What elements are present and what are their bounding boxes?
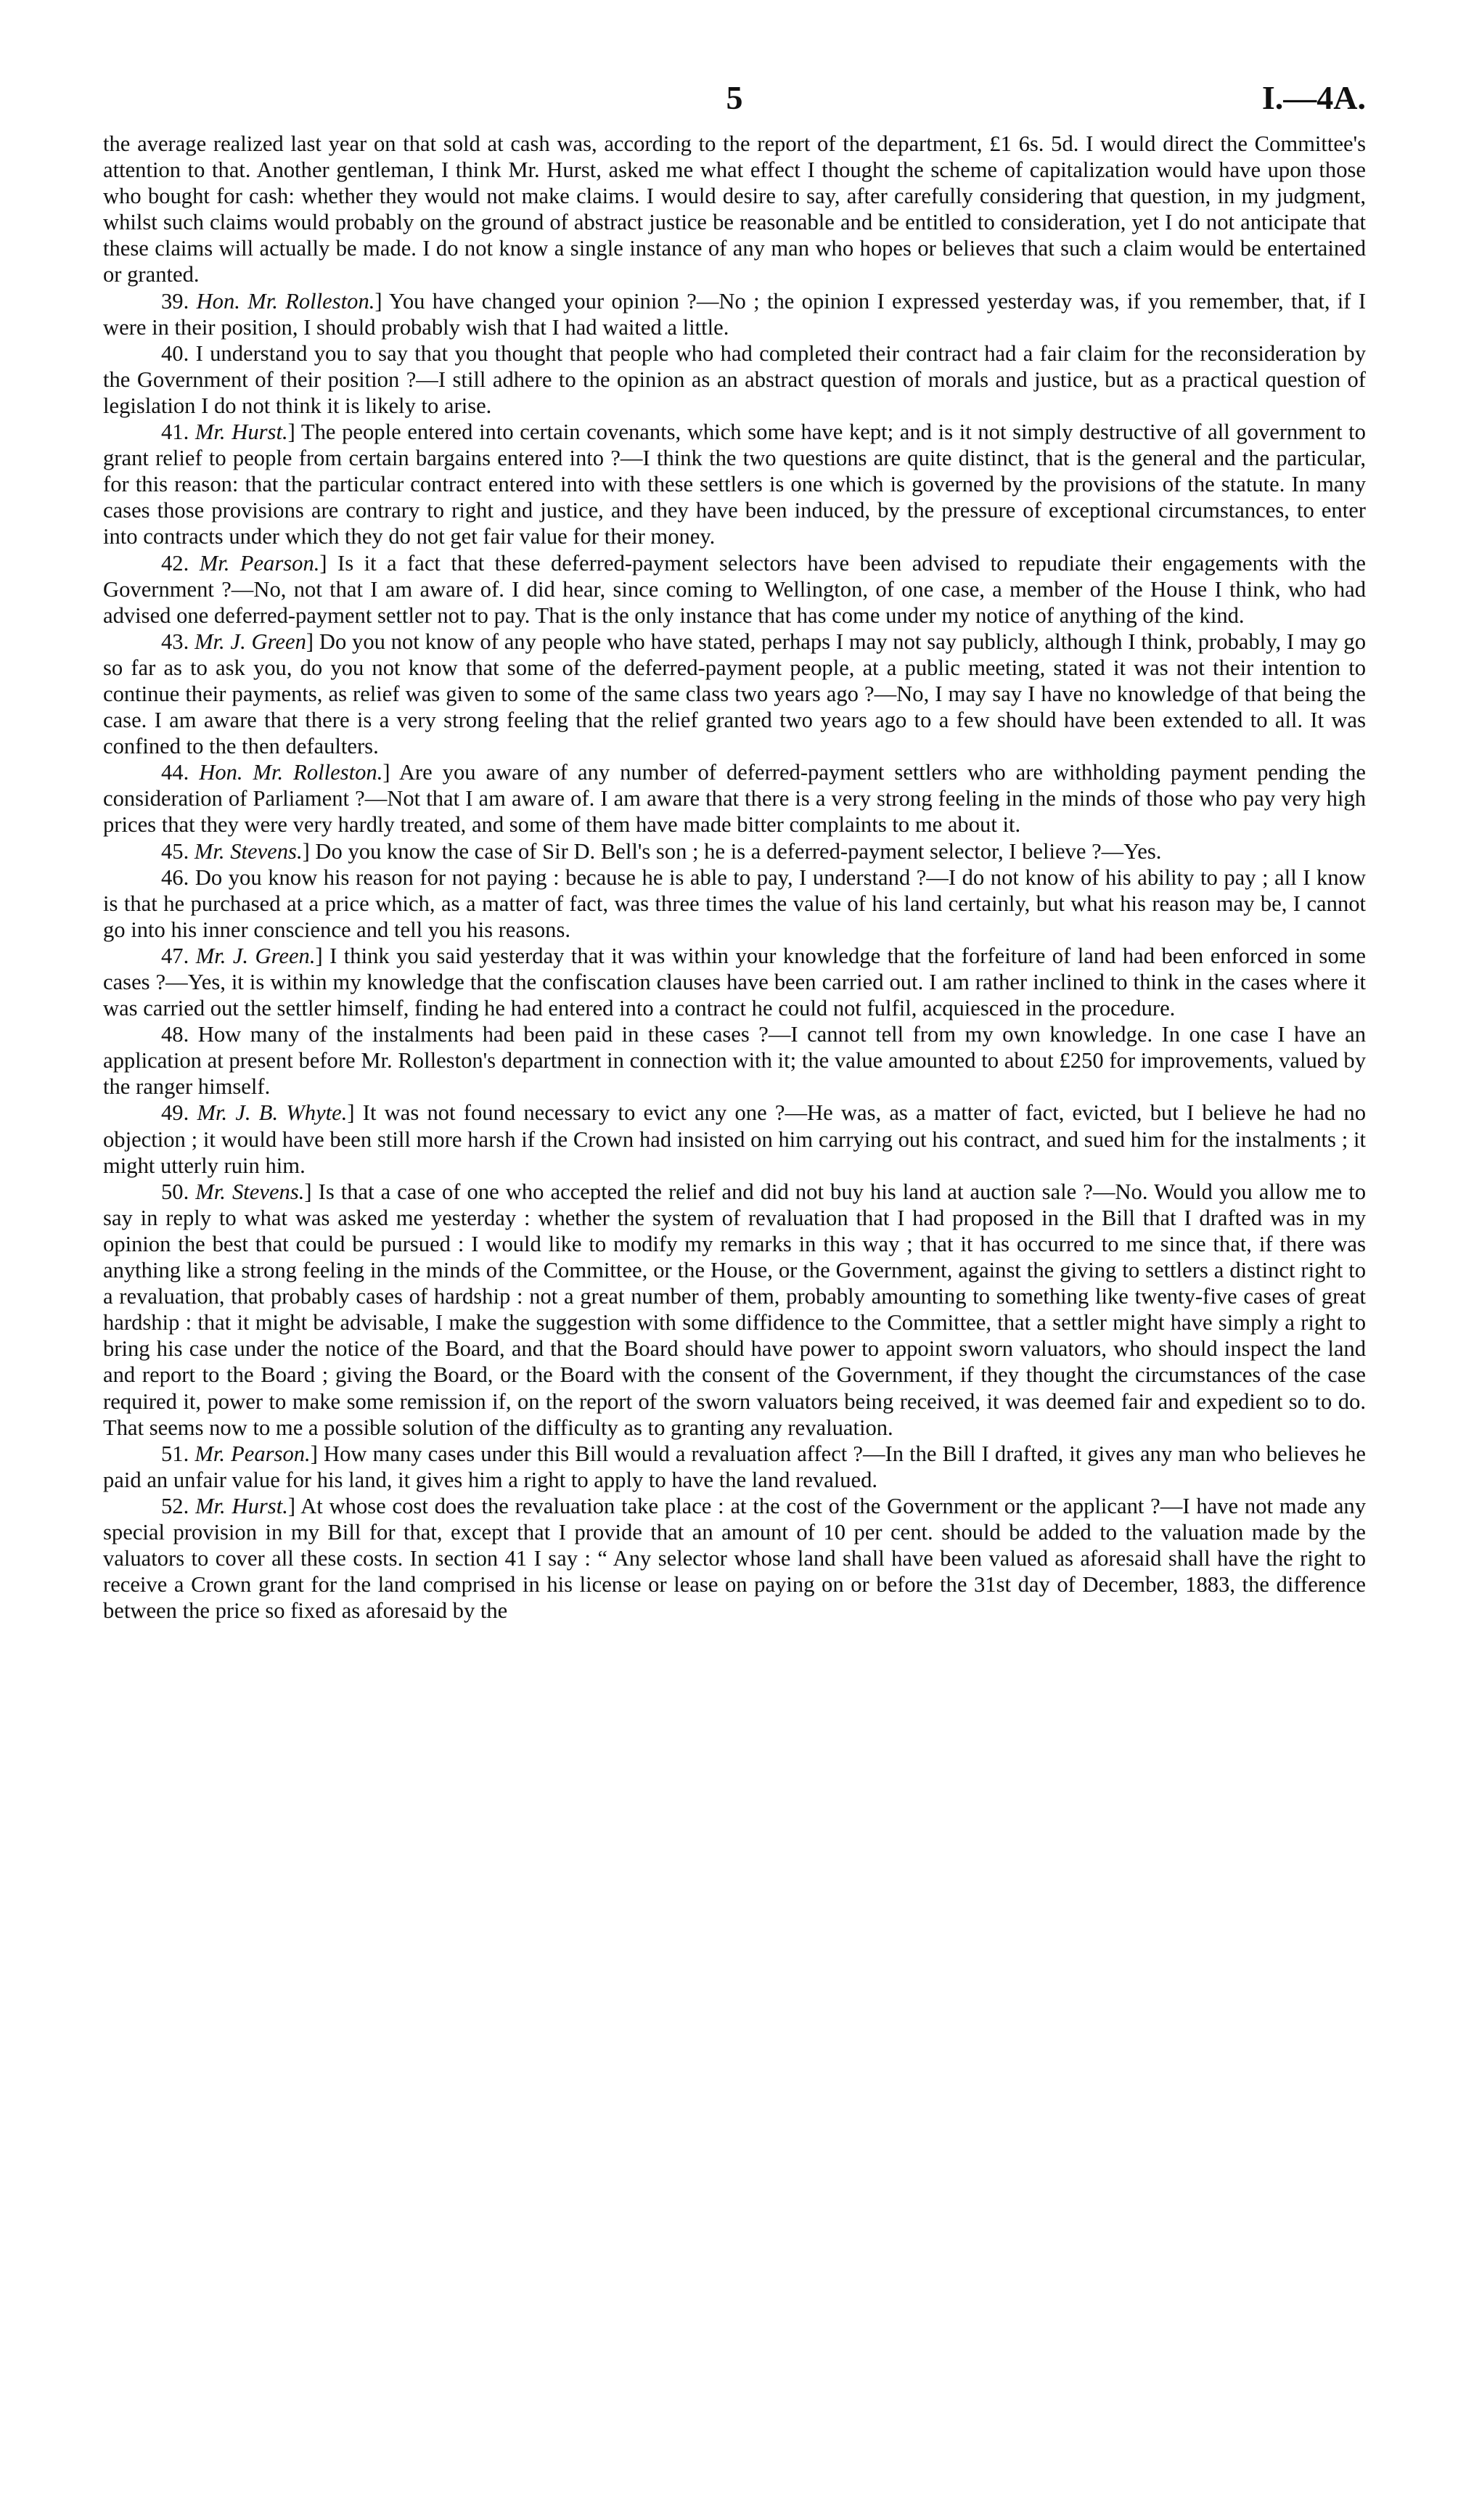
document-reference: I.—4A. xyxy=(1261,79,1366,116)
speaker-name: Mr. Stevens. xyxy=(194,838,303,864)
paragraph-text: ] It was not found necessary to evict any one ?—He was, as a matter of fact, evicted, but I believe he had no objection ; it would have been still more harsh if the Crown had insisted on him carrying out his contract, and sued him for the instalments ; it might utterly ruin him. xyxy=(103,1100,1367,1178)
document-page xyxy=(103,73,1366,1624)
question-paragraph xyxy=(103,629,1366,759)
paragraph-text: I understand you to say that you thought that people who had completed their contract had a fair claim for the reconsideration by the Government of their position ?—I still adhere to the opinion as an abstract question of morals and justice, but as a practical question of legislation I do not think it is likely to arise. xyxy=(103,340,1366,418)
speaker-name: Mr. Stevens. xyxy=(195,1179,305,1204)
question-paragraph xyxy=(103,1179,1366,1441)
question-number: 47. xyxy=(161,943,189,968)
speaker-name: Hon. Mr. Rolleston. xyxy=(196,288,375,314)
speaker-name: Mr. Hurst. xyxy=(194,420,288,445)
paragraph-text: How many of the instalments had been paid in these cases ?—I cannot tell from my own knowledge. In one case I have an application at present before Mr. Rolleston's department in connection with it; the value amounted to about £250 for improvements, valued by the ranger himself. xyxy=(103,1022,1366,1100)
paragraph-text: ] At whose cost does the revaluation take place : at the cost of the Government or the applicant ?—I have not made any special provision in my Bill for that, except that I provide that an amount of 10 per cent. should be added to the valuation made by the valuators to cover all these costs. In section 41 I say : “ Any selector whose land shall have been valued as aforesaid shall have the right to receive a Crown grant for the land comprised in his license or lease on paying on or before the 31st day of December, 1883, the difference between the price so fixed as aforesaid by the xyxy=(103,1493,1367,1624)
speaker-name: Mr. Pearson. xyxy=(199,550,320,576)
speaker-name: Mr. J. Green xyxy=(194,629,306,654)
question-number: 52. xyxy=(161,1493,189,1518)
question-paragraph xyxy=(103,419,1366,549)
paragraph-continuation xyxy=(103,131,1366,288)
question-paragraph xyxy=(103,340,1366,419)
paragraph-text: the average realized last year on that sold at cash was, according to the report of the department, £1 6s. 5d. I would direct the Committee's attention to that. Another gentleman, I think Mr. Hurst, asked me what effect I thought the scheme of capitalization would have upon those who bought for cash: whether they would not make claims. I would desire to say, after carefully considering that question, in my judgment, whilst such claims would probably on the ground of abstract justice be reasonable and be entitled to consideration, yet I do not anticipate that these claims will actually be made. I do not know a single instance of any man who hopes or believes that such a claim would be entertained or granted. xyxy=(103,131,1366,287)
question-paragraph xyxy=(103,1441,1366,1493)
question-number: 39. xyxy=(161,288,189,314)
paragraph-text: ] Do you know the case of Sir D. Bell's son ; he is a deferred-payment selector, I believe ?—Yes. xyxy=(302,838,1162,864)
paragraph-text: ] Is it a fact that these deferred-payment selectors have been advised to repudiate their engagements with the Government ?—No, not that I am aware of. I did hear, since coming to Wellington, of one case, a member of the House I think, who had advised one deferred-payment settler not to pay. That is the only instance that has come under my notice of anything of the kind. xyxy=(103,550,1366,628)
speaker-name: Mr. Hurst. xyxy=(195,1493,288,1518)
speaker-name: Mr. J. Green. xyxy=(195,943,316,968)
paragraph-text: ] Are you aware of any number of deferred-payment settlers who are withholding payment pending the consideration of Parliament ?—Not that I am aware of. I am aware that there is a very strong feeling in the minds of those who pay very high prices that they were very hardly treated, and some of them have made bitter complaints to me about it. xyxy=(103,760,1366,838)
question-number: 42. xyxy=(161,550,189,576)
question-paragraph xyxy=(103,1021,1366,1100)
speaker-name: Mr. Pearson. xyxy=(194,1441,311,1466)
speaker-name: Hon. Mr. Rolleston. xyxy=(199,760,383,785)
question-paragraph xyxy=(103,943,1366,1021)
question-number: 50. xyxy=(161,1179,189,1204)
question-number: 41. xyxy=(161,420,189,445)
paragraph-text: ] You have changed your opinion ?—No ; the opinion I expressed yesterday was, if you remember, that, if I were in their position, I should probably wish that I had waited a little. xyxy=(103,288,1367,340)
question-number: 51. xyxy=(161,1441,189,1466)
page-header xyxy=(103,73,1366,131)
question-paragraph xyxy=(103,759,1366,838)
body-text xyxy=(103,131,1366,1624)
question-number: 45. xyxy=(161,838,189,864)
speaker-name: Mr. J. B. Whyte. xyxy=(197,1100,348,1126)
question-paragraph xyxy=(103,288,1366,340)
question-number: 48. xyxy=(161,1022,189,1047)
paragraph-text: ] How many cases under this Bill would a revaluation affect ?—In the Bill I drafted, it gives any man who believes he paid an unfair value for his land, it gives him a right to apply to have the land revalued. xyxy=(103,1441,1366,1492)
page-number: 5 xyxy=(726,79,743,116)
paragraph-text: ] The people entered into certain covenants, which some have kept; and is it not simply destructive of all government to grant relief to people from certain bargains entered into ?—I think the two questions are quite distinct, that is the general and the particular, for this reason: that the particular contract entered into with these settlers is one which is governed by the provisions of the statute. In many cases those provisions are contrary to right and justice, and they have been induced, by the pressure of exceptional circumstances, to enter into contracts under which they do not get fair value for their money. xyxy=(103,420,1366,549)
question-number: 49. xyxy=(161,1100,189,1126)
question-number: 46. xyxy=(161,864,189,890)
paragraph-text: ] Do you not know of any people who have stated, perhaps I may not say publicly, although I think, probably, I may go so far as to ask you, do you not know that some of the deferred-payment people, at a public meeting, stated it was not their intention to continue their payments, as relief was given to some of the same class two years ago ?—No, I may say I have no knowledge of that being the case. I am aware that there is a very strong feeling that the relief granted two years ago to a few should have been extended to all. It was confined to the then defaulters. xyxy=(103,629,1366,759)
question-paragraph xyxy=(103,864,1366,943)
question-paragraph xyxy=(103,838,1366,864)
question-paragraph xyxy=(103,550,1366,629)
question-paragraph xyxy=(103,1493,1366,1624)
paragraph-text: Do you know his reason for not paying : because he is able to pay, I understand ?—I do not know of his ability to pay ; all I know is that he purchased at a price which, as a matter of fact, was three times the value of his land certainly, but what his reason may be, I cannot go into his inner conscience and tell you his reasons. xyxy=(103,864,1366,942)
question-number: 44. xyxy=(161,760,189,785)
paragraph-text: ] I think you said yesterday that it was within your knowledge that the forfeiture of land had been enforced in some cases ?—Yes, it is within my knowledge that the confiscation clauses have been carried out. I am rather inclined to think in the cases where it was carried out the settler himself, finding he had entered into a contract he could not fulfil, acquiesced in the procedure. xyxy=(103,943,1366,1021)
question-paragraph xyxy=(103,1100,1366,1178)
question-number: 40. xyxy=(161,340,189,366)
paragraph-text: ] Is that a case of one who accepted the relief and did not buy his land at auction sale ?—No. Would you allow me to say in reply to what was asked me yesterday : whether the system of revaluation that I had proposed in the Bill that I drafted was in my opinion the best that could be pursued : I would like to modify my remarks in this way ; that it has occurred to me since that, if there was anything like a strong feeling in the minds of the Committee, or the House, or the Government, against the giving to settlers a distinct right to a revaluation, that probably cases of hardship : not a great number of them, probably amounting to something like twenty-five cases of great hardship : that it might be advisable, I make the suggestion with some diffidence to the Committee, that a settler might have simply a right to bring his case under the notice of the Board, and that the Board should have power to appoint sworn valuators, who should inspect the land and report to the Board ; giving the Board, or the Board with the consent of the Government, if they thought the circumstances of the case required it, power to make some remission if, on the report of the sworn valuators being received, it was deemed fair and expedient so to do. That seems now to me a possible solution of the difficulty as to granting any revaluation. xyxy=(103,1179,1366,1440)
question-number: 43. xyxy=(161,629,189,654)
